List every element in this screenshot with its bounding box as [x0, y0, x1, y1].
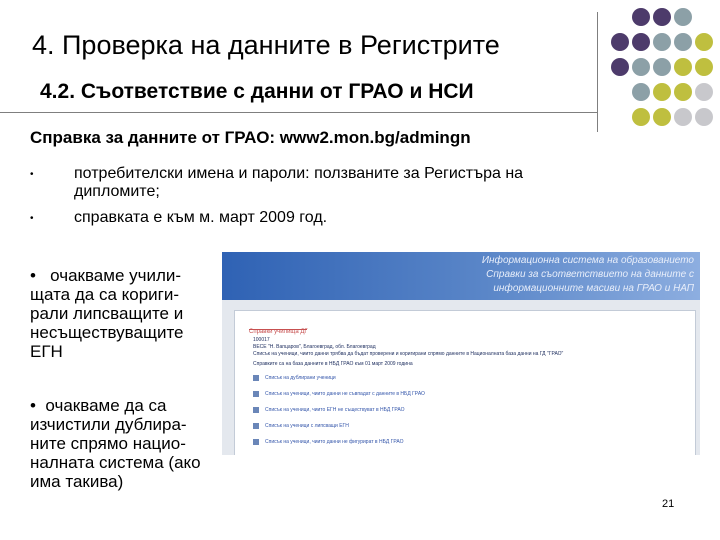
screenshot-text-line: Справките са на база данните в НБД ГРАО към 01 март 2009 година [253, 361, 413, 367]
paragraph-marker: • [30, 266, 36, 285]
screenshot-header-line: Справки за съответствието на данните с [486, 269, 694, 280]
decorative-dot [674, 83, 692, 101]
bullet-item-date: справката е към м. март 2009 год. [74, 209, 328, 226]
page-number: 21 [662, 498, 675, 510]
decorative-dot [695, 58, 713, 76]
paragraph-marker: • [30, 396, 36, 415]
paragraph-schools-corrected: • очакваме учили- щата да са кориги- рали липсващите и несъществуващите ЕГН [30, 266, 184, 361]
document-icon [253, 439, 259, 445]
embedded-screenshot [222, 252, 700, 455]
horizontal-divider [0, 112, 597, 113]
decorative-dot [695, 83, 713, 101]
bullet-marker: • [30, 169, 34, 180]
slide-subtitle: 4.2. Съответствие с данни от ГРАО и НСИ [40, 80, 474, 103]
decorative-dot [632, 108, 650, 126]
decorative-dot [653, 83, 671, 101]
screenshot-header-line: Информационна система на образованието [481, 255, 694, 266]
document-icon [253, 391, 259, 397]
document-icon [253, 407, 259, 413]
slide-title: 4. Проверка на данните в Регистрите [32, 30, 500, 60]
decorative-dot-grid [611, 8, 716, 134]
decorative-dot [611, 33, 629, 51]
screenshot-link: Списък на ученици с липсващи ЕГН [265, 423, 349, 429]
screenshot-header-line: информационните масиви на ГРАО и НАП [493, 283, 694, 294]
decorative-dot [653, 8, 671, 26]
decorative-dot [695, 108, 713, 126]
screenshot-link: Списък на ученици, чиито ЕГН не съществуват в НБД ГРАО [265, 407, 405, 413]
decorative-dot [653, 58, 671, 76]
screenshot-content-area [234, 310, 696, 455]
decorative-dot [653, 33, 671, 51]
decorative-dot [632, 8, 650, 26]
screenshot-text-line: Списък на ученици, чиито данни трябва да бъдат проверени и коригирани спрямо данните в Националната база данни на ГД "ГРАО" [253, 351, 564, 357]
decorative-dot [632, 58, 650, 76]
screenshot-link: Списък на дублирани ученици [265, 375, 336, 381]
screenshot-header-banner [222, 252, 700, 300]
screenshot-text-line: 100017 [253, 337, 270, 343]
bullet-marker: • [30, 213, 34, 224]
decorative-dot [632, 83, 650, 101]
reference-line: Справка за данните от ГРАО: www2.mon.bg/admingn [30, 128, 471, 147]
screenshot-link: Списък на ученици, чиито данни не фигурират в НБД ГРАО [265, 439, 404, 445]
decorative-dot [632, 33, 650, 51]
decorative-dot [611, 58, 629, 76]
decorative-dot [695, 33, 713, 51]
vertical-divider [597, 12, 598, 132]
decorative-dot [674, 33, 692, 51]
document-icon [253, 423, 259, 429]
decorative-dot [674, 108, 692, 126]
document-icon [253, 375, 259, 381]
screenshot-link: Списък на ученици, чиито данни не съвпадат с данните в НБД ГРАО [265, 391, 425, 397]
paragraph-duplicates-cleared: • очакваме да са изчистили дублира- ните спрямо нацио- налната система (ако има такива) [30, 396, 201, 491]
screenshot-tab: Справки училища ДГ [249, 320, 307, 330]
decorative-dot [653, 108, 671, 126]
bullet-item-credentials: потребителски имена и пароли: ползваните за Регистъра на дипломите; [74, 165, 524, 200]
decorative-dot [674, 58, 692, 76]
decorative-dot [674, 8, 692, 26]
screenshot-text-line: ВЕСЕ "Н. Вапцаров", Благоевград, обл. Благоевград [253, 344, 376, 350]
